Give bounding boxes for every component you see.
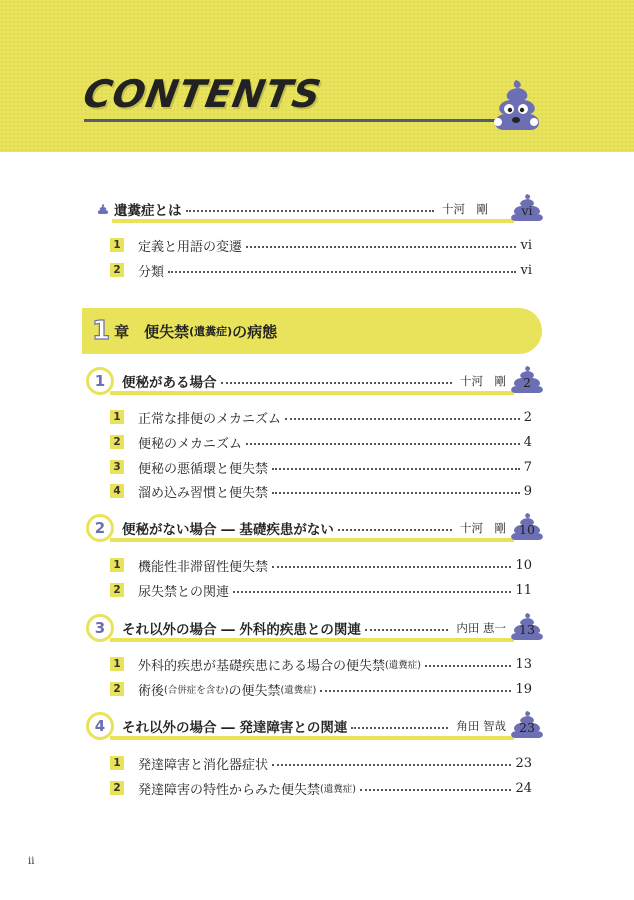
- item-title-cont: の便失禁: [228, 683, 281, 699]
- leader-dots: [351, 727, 448, 729]
- toc-item[interactable]: [110, 432, 532, 452]
- leader-dots: [272, 492, 520, 494]
- item-number-box: 2: [110, 435, 124, 449]
- chapter-label-sub: (遺糞症): [189, 325, 233, 338]
- leader-dots: [320, 690, 511, 692]
- poop-mascot-icon: [488, 76, 544, 132]
- leader-dots: [272, 566, 511, 568]
- section-page-number: 13: [519, 622, 535, 637]
- toc-item[interactable]: [110, 654, 532, 674]
- leader-dots: [186, 210, 435, 212]
- item-title: 尿失禁との関連: [138, 584, 230, 600]
- toc-item[interactable]: [110, 235, 532, 255]
- intro-underline: [112, 219, 514, 223]
- toc-item[interactable]: [110, 457, 532, 477]
- leader-dots: [221, 382, 453, 384]
- leader-dots: [338, 529, 452, 531]
- section-page-badge: [510, 710, 544, 738]
- leader-dots: [272, 468, 520, 470]
- section-title: それ以外の場合 ― 外科的疾患との関連: [122, 622, 361, 638]
- section-page-badge: [510, 512, 544, 540]
- section-number-circle: 3: [86, 614, 114, 642]
- item-number-box: 1: [110, 756, 124, 770]
- item-title: 発達障害と消化器症状: [138, 757, 269, 773]
- item-page-number: 13: [515, 656, 532, 672]
- leader-dots: [246, 246, 516, 248]
- contents-title: CONTENTS: [80, 72, 325, 116]
- item-number-box: 3: [110, 460, 124, 474]
- intro-title: 遺糞症とは: [114, 203, 182, 219]
- section-underline: [110, 638, 514, 642]
- item-title-note: (遺糞症): [385, 660, 421, 671]
- item-title-note: (遺糞症): [280, 685, 317, 696]
- toc-item[interactable]: [110, 753, 532, 773]
- item-title: 発達障害の特性からみた便失禁: [138, 782, 321, 798]
- leader-dots: [360, 789, 512, 791]
- toc-item[interactable]: [110, 778, 532, 798]
- section-page-number: 23: [519, 720, 535, 735]
- item-title: 便秘の悪循環と便失禁: [138, 461, 269, 477]
- item-page-number: 4: [523, 434, 532, 450]
- item-number-box: 1: [110, 558, 124, 572]
- section-title: それ以外の場合 ― 発達障害との関連: [122, 720, 348, 736]
- section-page-badge: [510, 612, 544, 640]
- section-underline: [110, 538, 514, 542]
- item-title-note: (合併症を含む): [164, 685, 229, 696]
- page-folio: ii: [28, 856, 35, 867]
- section-title: 便秘がある場合: [122, 375, 217, 391]
- section-title: 便秘がない場合 ― 基礎疾患がない: [122, 522, 334, 538]
- item-title: 分類: [138, 264, 165, 280]
- item-number-box: 2: [110, 682, 124, 696]
- leader-dots: [246, 443, 520, 445]
- section-page-number: 2: [523, 375, 531, 390]
- intro-heading-row[interactable]: [96, 199, 536, 219]
- item-page-number: 2: [523, 409, 532, 425]
- intro-author: 十河 剛: [442, 202, 488, 216]
- section-page-number: 10: [519, 522, 535, 537]
- section-number-circle: 2: [86, 514, 114, 542]
- section-underline: [110, 391, 514, 395]
- item-page-number: 11: [515, 582, 532, 598]
- item-title: 機能性非滞留性便失禁: [138, 559, 269, 575]
- toc-item[interactable]: [110, 481, 532, 501]
- item-page-number: 19: [515, 681, 532, 697]
- item-number-box: 2: [110, 583, 124, 597]
- intro-page-badge: [510, 193, 544, 221]
- chapter-label: 章 便失禁: [114, 322, 190, 341]
- title-rule: [84, 119, 504, 122]
- chapter-heading[interactable]: [82, 308, 542, 354]
- item-title: 術後: [138, 683, 165, 699]
- leader-dots: [272, 764, 511, 766]
- item-title: 正常な排便のメカニズム: [138, 411, 282, 427]
- leader-dots: [425, 665, 512, 667]
- section-author: 十河 剛: [460, 521, 506, 535]
- section-heading-row[interactable]: [122, 716, 514, 736]
- item-title: 定義と用語の変遷: [138, 239, 243, 255]
- item-number-box: 1: [110, 657, 124, 671]
- item-title: 溜め込み習慣と便失禁: [138, 485, 269, 501]
- chapter-label-rest: の病態: [232, 322, 278, 341]
- item-page-number: 23: [515, 755, 532, 771]
- section-author: 内田 恵一: [456, 621, 506, 635]
- section-author: 十河 剛: [460, 374, 506, 388]
- leader-dots: [233, 591, 511, 593]
- item-title-note: (遺糞症): [320, 784, 356, 795]
- item-page-number: vi: [520, 262, 532, 278]
- item-page-number: 9: [523, 483, 532, 499]
- toc-item[interactable]: [110, 407, 532, 427]
- chapter-number: 1: [92, 316, 111, 346]
- item-title: 便秘のメカニズム: [138, 436, 243, 452]
- section-heading-row[interactable]: [122, 371, 514, 391]
- toc-item[interactable]: [110, 679, 532, 699]
- section-heading-row[interactable]: [122, 618, 514, 638]
- item-number-box: 4: [110, 484, 124, 498]
- intro-page-number: vi: [521, 203, 533, 218]
- leader-dots: [168, 271, 516, 273]
- small-poop-icon: [96, 203, 110, 215]
- item-page-number: vi: [520, 237, 532, 253]
- item-title: 外科的疾患が基礎疾患にある場合の便失禁: [138, 658, 386, 674]
- toc-item[interactable]: [110, 555, 532, 575]
- section-underline: [110, 736, 514, 740]
- item-page-number: 10: [515, 557, 532, 573]
- leader-dots: [365, 629, 448, 631]
- item-number-box: 2: [110, 263, 124, 277]
- item-number-box: 2: [110, 781, 124, 795]
- section-heading-row[interactable]: [122, 518, 514, 538]
- section-number-circle: 4: [86, 712, 114, 740]
- item-page-number: 7: [523, 459, 532, 475]
- section-number-circle: 1: [86, 367, 114, 395]
- item-number-box: 1: [110, 410, 124, 424]
- item-number-box: 1: [110, 238, 124, 252]
- leader-dots: [285, 418, 520, 420]
- section-page-badge: [510, 365, 544, 393]
- toc-item[interactable]: [110, 260, 532, 280]
- item-page-number: 24: [515, 780, 532, 796]
- section-author: 角田 智哉: [456, 719, 506, 733]
- toc-item[interactable]: [110, 580, 532, 600]
